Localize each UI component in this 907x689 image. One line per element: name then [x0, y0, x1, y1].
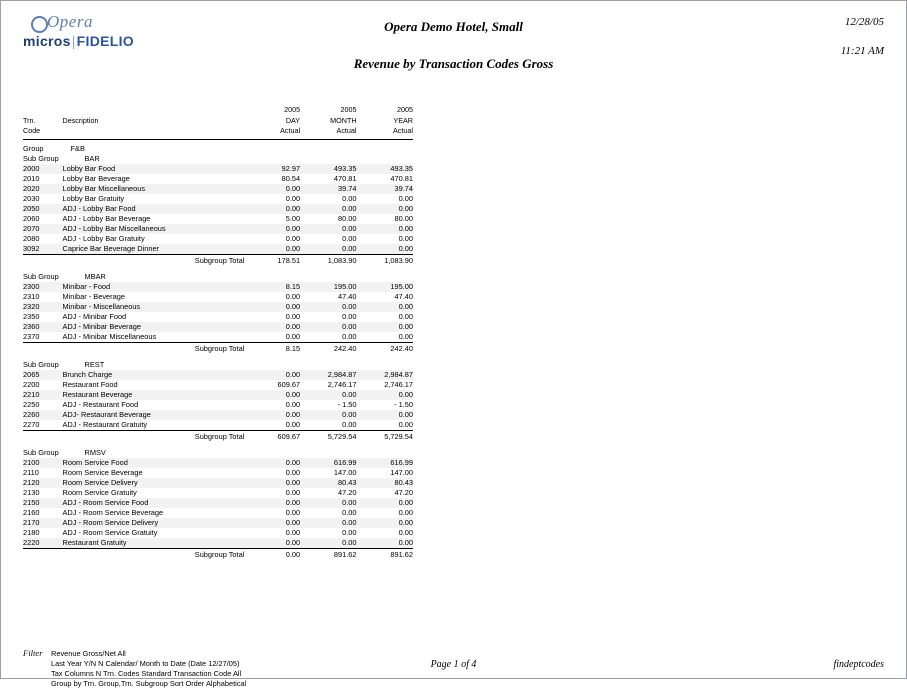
subgroup-total-row: [23, 255, 413, 267]
cell-month-actual: 0.00: [300, 302, 356, 312]
cell-description: Restaurant Beverage: [63, 390, 245, 400]
cell-year-actual: 80.43: [357, 478, 413, 488]
table-row: [23, 498, 413, 508]
cell-month-actual: 2,984.87: [300, 370, 356, 380]
cell-month-actual: 0.00: [300, 498, 356, 508]
cell-day-actual: 0.00: [285, 194, 301, 203]
total-year: 891.62: [357, 549, 413, 561]
header-code-line1: Trn.: [23, 116, 36, 125]
cell-month-actual: 0.00: [300, 322, 356, 332]
cell-code: 2370: [23, 332, 40, 341]
table-row: [23, 194, 413, 204]
cell-month-actual: 80.00: [338, 214, 357, 223]
table-row: [23, 282, 413, 292]
cell-month-actual: 47.40: [338, 292, 357, 301]
micros-fidelio-logo: [23, 34, 223, 49]
cell-code: 2030: [23, 194, 40, 203]
header-row-period: [23, 116, 413, 126]
cell-year-actual: 0.00: [357, 302, 413, 312]
cell-day-actual: 0.00: [285, 508, 301, 517]
cell-code: 2060: [23, 214, 40, 223]
cell-month-actual: 0.00: [300, 410, 356, 420]
cell-month-actual: 0.00: [342, 332, 357, 341]
cell-year-actual: 2,746.17: [384, 380, 413, 389]
cell-year-actual: 0.00: [357, 224, 413, 234]
cell-year-actual: 470.81: [390, 174, 413, 183]
subgroup-total-row: [23, 343, 413, 355]
cell-month-actual: 470.81: [333, 174, 357, 183]
cell-description: Lobby Bar Beverage: [62, 174, 130, 183]
cell-day-actual: 80.54: [281, 174, 301, 183]
group-value: F&B: [70, 144, 85, 153]
table-row: [23, 538, 413, 549]
subgroup-day: [244, 448, 300, 458]
table-row: [23, 174, 413, 184]
header-desc-blank2: [63, 126, 245, 138]
subgroup-day: [244, 272, 300, 282]
table-row: [23, 332, 413, 343]
cell-description: Lobby Bar Miscellaneous: [63, 184, 245, 194]
cell-month-actual: 0.00: [300, 244, 356, 255]
table-row: [23, 420, 413, 431]
cell-code: 2350: [23, 312, 40, 321]
table-row: [23, 244, 413, 255]
report-content: [1, 1, 906, 688]
cell-code: 2100: [23, 458, 63, 468]
report-time: 11:21 AM: [840, 45, 884, 57]
cell-description: ADJ - Restaurant Gratuity: [62, 420, 148, 429]
cell-month-actual: 80.43: [300, 478, 356, 488]
cell-year-actual: 0.00: [357, 322, 413, 332]
cell-day-actual: 0.00: [285, 468, 301, 477]
subgroup-month: [300, 448, 356, 458]
header-year-period: YEAR: [393, 116, 413, 125]
subgroup-total-label: Subgroup Total: [63, 255, 245, 267]
cell-description: Restaurant Gratuity: [63, 538, 245, 549]
cell-month-actual: 0.00: [300, 204, 356, 214]
cell-description: ADJ - Room Service Beverage: [62, 508, 164, 517]
table-row: [23, 458, 413, 468]
subgroup-total-label: Subgroup Total: [63, 343, 245, 355]
cell-year-actual: 0.00: [398, 332, 413, 341]
subgroup-day: [244, 360, 300, 370]
total-blank: [23, 343, 63, 355]
total-month: 5,729.54: [300, 431, 356, 443]
cell-day-actual: 0.00: [285, 488, 301, 497]
cell-code: 2130: [23, 488, 40, 497]
cell-code: 2110: [23, 468, 39, 477]
cell-month-actual: 0.00: [342, 194, 357, 203]
subgroup-total-label: Subgroup Total: [63, 549, 245, 561]
cell-year-actual: 0.00: [398, 234, 413, 243]
cell-description: Brunch Charge: [63, 370, 245, 380]
table-row: [23, 164, 413, 174]
cell-day-actual: 0.00: [244, 458, 300, 468]
report-date: 12/28/05: [844, 16, 884, 28]
cell-day-actual: 0.00: [244, 370, 300, 380]
cell-year-actual: 0.00: [357, 410, 413, 420]
cell-year-actual: 47.40: [394, 292, 413, 301]
cell-description: ADJ - Room Service Food: [63, 498, 245, 508]
revenue-table-wrap: [23, 105, 413, 560]
cell-code: 2210: [23, 390, 63, 400]
cell-month-actual: 0.00: [300, 390, 356, 400]
table-row: [23, 400, 413, 410]
header-code-blank: [23, 105, 63, 116]
subgroup-month: [300, 360, 356, 370]
table-row: [23, 528, 413, 538]
cell-day-actual: 0.00: [244, 518, 300, 528]
table-row: [23, 478, 413, 488]
table-row: [23, 312, 413, 322]
cell-month-actual: 39.74: [300, 184, 356, 194]
cell-description: Restaurant Food: [62, 380, 118, 389]
subgroup-row: [23, 360, 413, 370]
cell-day-actual: 0.00: [244, 390, 300, 400]
cell-description: Caprice Bar Beverage Dinner: [63, 244, 245, 255]
subgroup-year: [357, 272, 413, 282]
opera-logo-text: Opera: [23, 13, 223, 31]
cell-code: 2320: [23, 302, 63, 312]
cell-day-actual: 0.00: [244, 224, 300, 234]
cell-month-actual: - 1.50: [337, 400, 357, 409]
table-row: [23, 292, 413, 302]
cell-code: 2180: [23, 528, 40, 537]
cell-year-actual: 0.00: [398, 508, 413, 517]
table-row: [23, 518, 413, 528]
cell-description: ADJ - Minibar Miscellaneous: [62, 332, 157, 341]
filter-line-0: Revenue Gross/Net All: [51, 649, 126, 658]
cell-month-actual: 493.35: [300, 164, 356, 174]
header-day-year: 2005: [284, 105, 301, 114]
cell-description: Room Service Food: [63, 458, 245, 468]
header-description: Description: [62, 116, 99, 125]
subgroup-month: [300, 154, 356, 164]
cell-month-actual: 0.00: [342, 508, 357, 517]
cell-year-actual: 47.20: [394, 488, 413, 497]
cell-year-actual: 0.00: [357, 518, 413, 528]
cell-month-actual: 0.00: [342, 528, 357, 537]
cell-code: 2360: [23, 322, 63, 332]
cell-description: Lobby Bar Gratuity: [62, 194, 125, 203]
table-row: [23, 380, 413, 390]
group-day: [244, 144, 300, 154]
cell-day-actual: 0.00: [244, 478, 300, 488]
cell-day-actual: 0.00: [244, 302, 300, 312]
cell-year-actual: 493.35: [357, 164, 413, 174]
cell-year-actual: 0.00: [398, 312, 413, 321]
subgroup-year: [357, 360, 413, 370]
header-month-year: 2005: [340, 105, 357, 114]
cell-code: 3092: [23, 244, 63, 255]
total-year: 242.40: [357, 343, 413, 355]
cell-code: 2160: [23, 508, 40, 517]
cell-description: Minibar - Beverage: [62, 292, 125, 301]
subgroup-label: Sub Group: [23, 272, 59, 281]
page-number: Page 1 of 4: [430, 659, 477, 670]
cell-code: 2250: [23, 400, 40, 409]
cell-code: 2010: [23, 174, 40, 183]
header-day-actual: Actual: [280, 126, 301, 135]
cell-description: ADJ - Restaurant Food: [62, 400, 139, 409]
cell-month-actual: 0.00: [342, 312, 357, 321]
table-row: [23, 410, 413, 420]
cell-year-actual: 195.00: [357, 282, 413, 292]
cell-description: ADJ- Restaurant Beverage: [63, 410, 245, 420]
table-row: [23, 234, 413, 244]
group-label: Group: [23, 144, 44, 153]
cell-day-actual: 0.00: [285, 400, 301, 409]
subgroup-label: Sub Group: [23, 448, 59, 457]
total-year: 5,729.54: [357, 431, 413, 443]
table-row: [23, 322, 413, 332]
cell-year-actual: 80.00: [394, 214, 413, 223]
cell-code: 2120: [23, 478, 63, 488]
subgroup-year: [357, 154, 413, 164]
filter-line-1: Last Year Y/N N Calendar/ Month to Date (Date 12/27/05): [51, 659, 240, 668]
cell-day-actual: 5.00: [285, 214, 301, 223]
cell-year-actual: 2,984.87: [357, 370, 413, 380]
cell-year-actual: 0.00: [398, 528, 413, 537]
report-id: findeptcodes: [833, 659, 884, 670]
table-row: [23, 468, 413, 478]
group-month: [300, 144, 356, 154]
cell-code: 2020: [23, 184, 63, 194]
total-month: 242.40: [300, 343, 356, 355]
cell-code: 2300: [23, 282, 63, 292]
cell-month-actual: 0.00: [300, 518, 356, 528]
cell-description: ADJ - Minibar Beverage: [63, 322, 245, 332]
header-month-period: MONTH: [330, 116, 357, 125]
subgroup-total-row: [23, 549, 413, 561]
total-day: 8.15: [244, 343, 300, 355]
total-blank: [23, 431, 63, 443]
cell-day-actual: 0.00: [285, 528, 301, 537]
header-day-period: DAY: [285, 116, 301, 125]
header-month-actual: Actual: [336, 126, 357, 135]
cell-code: 2170: [23, 518, 63, 528]
cell-year-actual: 0.00: [357, 244, 413, 255]
cell-year-actual: 616.99: [357, 458, 413, 468]
table-row: [23, 370, 413, 380]
cell-description: Room Service Beverage: [62, 468, 143, 477]
cell-year-actual: - 1.50: [394, 400, 413, 409]
cell-description: ADJ - Lobby Bar Beverage: [62, 214, 151, 223]
cell-code: 2065: [23, 370, 63, 380]
group-year: [357, 144, 413, 154]
table-body: [23, 140, 413, 561]
cell-code: 2270: [23, 420, 40, 429]
cell-code: 2310: [23, 292, 40, 301]
hotel-title: Opera Demo Hotel, Small: [384, 19, 523, 34]
table-row: [23, 508, 413, 518]
header-code-line2: Code: [23, 126, 41, 135]
cell-code: 2200: [23, 380, 40, 389]
cell-year-actual: 0.00: [398, 420, 413, 429]
total-day: 0.00: [244, 549, 300, 561]
cell-description: ADJ - Lobby Bar Miscellaneous: [63, 224, 245, 234]
cell-description: ADJ - Room Service Delivery: [63, 518, 245, 528]
cell-day-actual: 0.00: [244, 410, 300, 420]
header-year-year: 2005: [397, 105, 413, 114]
table-row: [23, 224, 413, 234]
cell-code: 2220: [23, 538, 63, 549]
cell-description: ADJ - Lobby Bar Food: [63, 204, 245, 214]
total-month: 1,083.90: [300, 255, 356, 267]
cell-day-actual: 0.00: [244, 244, 300, 255]
report-title: Revenue by Transaction Codes Gross: [353, 56, 554, 71]
cell-day-actual: 0.00: [285, 234, 301, 243]
cell-year-actual: 147.00: [390, 468, 413, 477]
table-row: [23, 204, 413, 214]
cell-day-actual: 0.00: [244, 498, 300, 508]
cell-month-actual: 147.00: [333, 468, 357, 477]
subgroup-name: MBAR: [84, 272, 106, 281]
cell-month-actual: 0.00: [300, 224, 356, 234]
cell-month-actual: 0.00: [342, 234, 357, 243]
cell-code: 2000: [23, 164, 63, 174]
cell-day-actual: 0.00: [244, 184, 300, 194]
report-header: [23, 11, 884, 71]
subgroup-name: RMSV: [84, 448, 106, 457]
filter-line-2: Tax Columns N Trn. Codes Standard Transaction Code All: [51, 669, 242, 678]
group-row: [23, 144, 413, 154]
table-row: [23, 390, 413, 400]
subgroup-total-label: Subgroup Total: [63, 431, 245, 443]
cell-day-actual: 92.97: [244, 164, 300, 174]
cell-code: 2080: [23, 234, 40, 243]
cell-month-actual: 47.20: [338, 488, 357, 497]
cell-description: Minibar - Miscellaneous: [63, 302, 245, 312]
subgroup-name: REST: [84, 360, 105, 369]
micros-logo-text: micros: [23, 33, 71, 49]
total-month: 891.62: [300, 549, 356, 561]
cell-description: Lobby Bar Food: [63, 164, 245, 174]
cell-description: ADJ - Minibar Food: [62, 312, 127, 321]
header-desc-blank: [63, 105, 245, 116]
cell-day-actual: 609.67: [277, 380, 301, 389]
subgroup-label: Sub Group: [23, 154, 59, 163]
cell-year-actual: 39.74: [357, 184, 413, 194]
total-year: 1,083.90: [357, 255, 413, 267]
cell-year-actual: 0.00: [398, 194, 413, 203]
header-year-actual: Actual: [393, 126, 413, 135]
cell-year-actual: 0.00: [357, 204, 413, 214]
cell-description: Minibar - Food: [63, 282, 245, 292]
cell-month-actual: 616.99: [300, 458, 356, 468]
subgroup-year: [357, 448, 413, 458]
cell-month-actual: 0.00: [300, 538, 356, 549]
table-row: [23, 184, 413, 194]
cell-code: 2070: [23, 224, 63, 234]
header-row-year: [23, 105, 413, 116]
cell-day-actual: 8.15: [244, 282, 300, 292]
cell-month-actual: 0.00: [342, 420, 357, 429]
subgroup-month: [300, 272, 356, 282]
cell-day-actual: 0.00: [244, 322, 300, 332]
table-head: [23, 105, 413, 140]
cell-day-actual: 0.00: [244, 538, 300, 549]
header-row-actual: [23, 126, 413, 138]
cell-day-actual: 0.00: [285, 420, 301, 429]
cell-month-actual: 195.00: [300, 282, 356, 292]
fidelio-logo-text: FIDELIO: [76, 33, 134, 49]
filter-label: Filter: [23, 648, 43, 658]
total-blank: [23, 255, 63, 267]
cell-day-actual: 0.00: [285, 292, 301, 301]
total-day: 609.67: [244, 431, 300, 443]
table-row: [23, 214, 413, 224]
subgroup-row: [23, 448, 413, 458]
subgroup-row: [23, 154, 413, 164]
cell-code: 2150: [23, 498, 63, 508]
cell-day-actual: 0.00: [244, 204, 300, 214]
logo-separator: |: [71, 33, 76, 49]
subgroup-row: [23, 272, 413, 282]
cell-code: 2260: [23, 410, 63, 420]
total-blank: [23, 549, 63, 561]
cell-year-actual: 0.00: [357, 538, 413, 549]
table-row: [23, 488, 413, 498]
cell-month-actual: 2,746.17: [327, 380, 357, 389]
total-day: 178.51: [244, 255, 300, 267]
cell-day-actual: 0.00: [285, 312, 301, 321]
filter-line-3: Group by Trn. Group,Trn. Subgroup Sort Order Alphabetical: [51, 679, 247, 688]
subgroup-name: BAR: [84, 154, 100, 163]
subgroup-total-row: [23, 431, 413, 443]
cell-day-actual: 0.00: [285, 332, 301, 341]
cell-description: ADJ - Room Service Gratuity: [62, 528, 158, 537]
cell-description: Room Service Delivery: [63, 478, 245, 488]
cell-year-actual: 0.00: [357, 390, 413, 400]
cell-code: 2050: [23, 204, 63, 214]
cell-description: Room Service Gratuity: [62, 488, 137, 497]
subgroup-day: [244, 154, 300, 164]
revenue-table: [23, 105, 413, 560]
cell-description: ADJ - Lobby Bar Gratuity: [62, 234, 145, 243]
subgroup-label: Sub Group: [23, 360, 59, 369]
cell-year-actual: 0.00: [357, 498, 413, 508]
table-row: [23, 302, 413, 312]
